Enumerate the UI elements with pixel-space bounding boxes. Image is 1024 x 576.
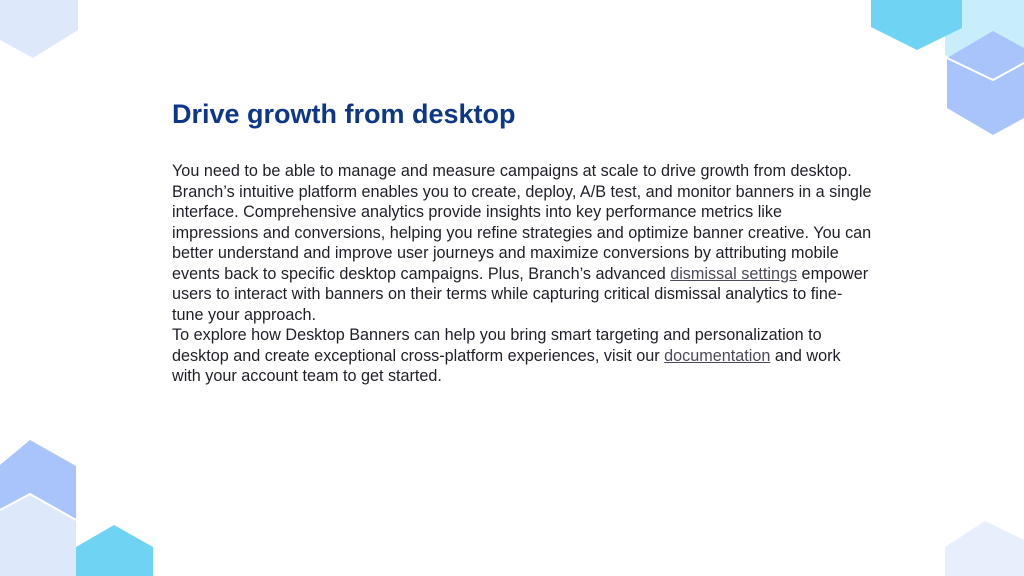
documentation-link[interactable]: documentation [664, 346, 771, 365]
paragraph-1-text-after: empower users to interact with banners on their terms while capturing critical dismissal analytics to fine-tune your approach. [172, 264, 869, 324]
paragraph-2-text-before: To explore how Desktop Banners can help you bring smart targeting and personalization to desktop and create exceptional cross-platform experiences, visit our [172, 326, 822, 365]
paragraph-2 [172, 325, 872, 387]
hexagon-bottom-right [945, 521, 1024, 576]
hexagon-bottom-left-cyan [76, 525, 153, 576]
slide-content [172, 96, 872, 387]
paragraph-1-text-before: You need to be able to manage and measure campaigns at scale to drive growth from desktop. Branch’s intuitive platform enables you to create, deploy, A/B test, and monitor banners in a single interface. Comprehensive analytics provide insights into key performance metrics like impressions and conversions, helping you refine strategies and optimize banner creative. You can better understand and improve user journeys and maximize conversions by attributing mobile events back to specific desktop campaigns. Plus, Branch’s advanced [172, 162, 872, 283]
dismissal-settings-link[interactable]: dismissal settings [670, 264, 798, 283]
hexagon-top-left [0, 0, 78, 58]
slide-title: Drive growth from desktop [172, 99, 516, 129]
paragraph-2-text-after: and work with your account team to get started. [172, 346, 841, 385]
paragraph-1 [172, 161, 872, 325]
slide-body [172, 161, 872, 387]
